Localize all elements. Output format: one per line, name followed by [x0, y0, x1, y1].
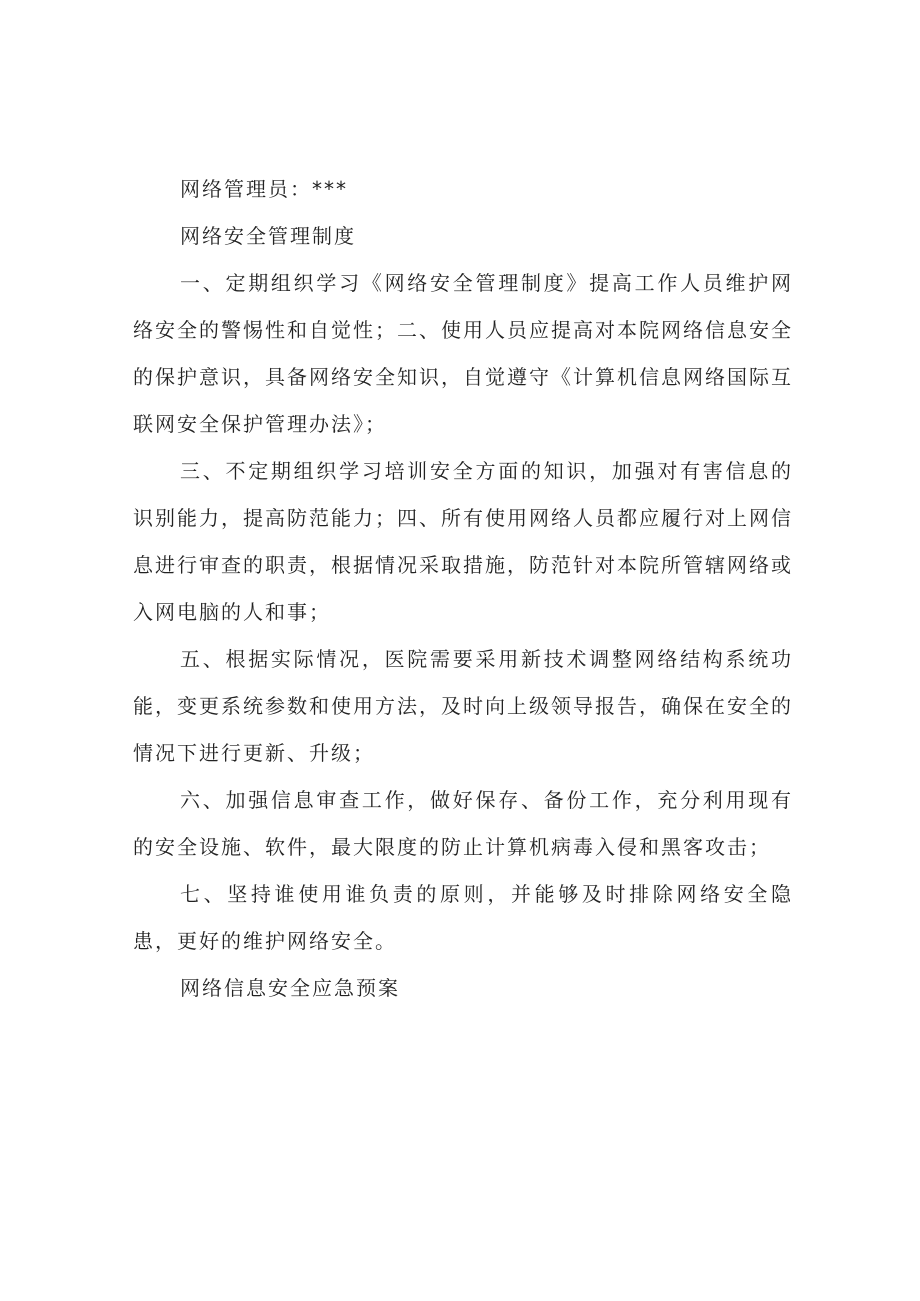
policy-paragraph-5: 七、坚持谁使用谁负责的原则，并能够及时排除网络安全隐患，更好的维护网络安全。 [133, 882, 793, 953]
network-admin-line: 网络管理员：*** [180, 177, 348, 201]
policy-paragraph-2: 三、不定期组织学习培训安全方面的知识，加强对有害信息的识别能力，提高防范能力；四、所有使用网络人员都应履行对上网信息进行审查的职责，根据情况采取措施，防范针对本院所管辖网络或入网电脑的人和事； [133, 459, 793, 624]
section-title-emergency-plan: 网络信息安全应急预案 [180, 976, 400, 1000]
policy-paragraph-4: 六、加强信息审查工作，做好保存、备份工作，充分利用现有的安全设施、软件，最大限度的防止计算机病毒入侵和黑客攻击； [133, 788, 793, 859]
policy-paragraph-3: 五、根据实际情况，医院需要采用新技术调整网络结构系统功能，变更系统参数和使用方法，及时向上级领导报告，确保在安全的情况下进行更新、升级； [133, 647, 793, 765]
section-title-security-policy: 网络安全管理制度 [180, 224, 356, 248]
policy-paragraph-1: 一、定期组织学习《网络安全管理制度》提高工作人员维护网络安全的警惕性和自觉性；二、使用人员应提高对本院网络信息安全的保护意识，具备网络安全知识，自觉遵守《计算机信息网络国际互联网安全保护管理办法》； [133, 271, 793, 436]
document-body [133, 166, 793, 1012]
